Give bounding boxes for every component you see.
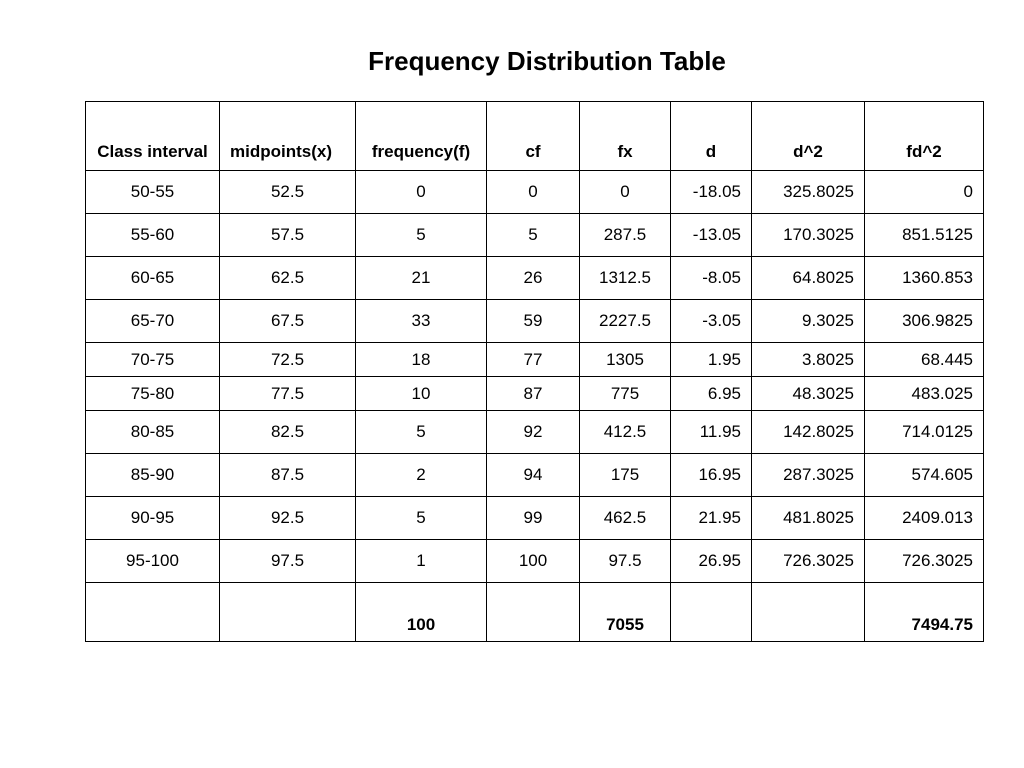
cell-cf: 100 bbox=[487, 540, 580, 583]
cell-midpoint: 72.5 bbox=[220, 343, 356, 377]
cell-class-interval: 60-65 bbox=[86, 257, 220, 300]
cell-fx: 175 bbox=[580, 454, 671, 497]
cell-frequency: 5 bbox=[356, 411, 487, 454]
cell-d2: 325.8025 bbox=[752, 171, 865, 214]
cell-frequency: 1 bbox=[356, 540, 487, 583]
table-body bbox=[86, 171, 984, 583]
cell-midpoint: 62.5 bbox=[220, 257, 356, 300]
table-row bbox=[86, 300, 984, 343]
cell-d: -13.05 bbox=[671, 214, 752, 257]
cell-fx: 462.5 bbox=[580, 497, 671, 540]
total-empty-cell bbox=[671, 583, 752, 642]
cell-d2: 64.8025 bbox=[752, 257, 865, 300]
cell-midpoint: 67.5 bbox=[220, 300, 356, 343]
cell-d: 16.95 bbox=[671, 454, 752, 497]
cell-d2: 9.3025 bbox=[752, 300, 865, 343]
cell-class-interval: 75-80 bbox=[86, 377, 220, 411]
table-row bbox=[86, 171, 984, 214]
cell-d2: 142.8025 bbox=[752, 411, 865, 454]
total-empty-cell bbox=[487, 583, 580, 642]
header-fx: fx bbox=[580, 102, 671, 171]
total-fx: 7055 bbox=[580, 583, 671, 642]
cell-fx: 287.5 bbox=[580, 214, 671, 257]
cell-fx: 2227.5 bbox=[580, 300, 671, 343]
cell-cf: 26 bbox=[487, 257, 580, 300]
cell-midpoint: 87.5 bbox=[220, 454, 356, 497]
cell-cf: 94 bbox=[487, 454, 580, 497]
cell-fx: 97.5 bbox=[580, 540, 671, 583]
table-row bbox=[86, 454, 984, 497]
cell-d: 26.95 bbox=[671, 540, 752, 583]
cell-d: -8.05 bbox=[671, 257, 752, 300]
total-frequency: 100 bbox=[356, 583, 487, 642]
header-cf: cf bbox=[487, 102, 580, 171]
header-d2: d^2 bbox=[752, 102, 865, 171]
cell-class-interval: 95-100 bbox=[86, 540, 220, 583]
cell-midpoint: 92.5 bbox=[220, 497, 356, 540]
table-row bbox=[86, 540, 984, 583]
cell-fd2: 483.025 bbox=[865, 377, 984, 411]
cell-d: 6.95 bbox=[671, 377, 752, 411]
cell-midpoint: 52.5 bbox=[220, 171, 356, 214]
header-frequency: frequency(f) bbox=[356, 102, 487, 171]
cell-fd2: 2409.013 bbox=[865, 497, 984, 540]
frequency-table bbox=[85, 101, 984, 642]
table-header-row bbox=[86, 102, 984, 171]
cell-d: 11.95 bbox=[671, 411, 752, 454]
cell-class-interval: 80-85 bbox=[86, 411, 220, 454]
cell-fx: 775 bbox=[580, 377, 671, 411]
cell-cf: 92 bbox=[487, 411, 580, 454]
cell-fd2: 714.0125 bbox=[865, 411, 984, 454]
cell-class-interval: 65-70 bbox=[86, 300, 220, 343]
cell-midpoint: 82.5 bbox=[220, 411, 356, 454]
cell-cf: 59 bbox=[487, 300, 580, 343]
cell-class-interval: 90-95 bbox=[86, 497, 220, 540]
cell-d: -3.05 bbox=[671, 300, 752, 343]
cell-fx: 0 bbox=[580, 171, 671, 214]
cell-fd2: 306.9825 bbox=[865, 300, 984, 343]
table-row bbox=[86, 257, 984, 300]
page-title: Frequency Distribution Table bbox=[368, 46, 726, 76]
cell-frequency: 10 bbox=[356, 377, 487, 411]
cell-d2: 48.3025 bbox=[752, 377, 865, 411]
cell-frequency: 33 bbox=[356, 300, 487, 343]
total-empty-cell bbox=[752, 583, 865, 642]
total-fd2: 7494.75 bbox=[865, 583, 984, 642]
cell-cf: 0 bbox=[487, 171, 580, 214]
cell-class-interval: 85-90 bbox=[86, 454, 220, 497]
table-row bbox=[86, 411, 984, 454]
cell-class-interval: 50-55 bbox=[86, 171, 220, 214]
cell-frequency: 5 bbox=[356, 214, 487, 257]
cell-fd2: 68.445 bbox=[865, 343, 984, 377]
cell-d: 21.95 bbox=[671, 497, 752, 540]
header-class-interval: Class interval bbox=[86, 102, 220, 171]
table-row bbox=[86, 377, 984, 411]
cell-fd2: 1360.853 bbox=[865, 257, 984, 300]
table-row bbox=[86, 343, 984, 377]
cell-fx: 412.5 bbox=[580, 411, 671, 454]
header-midpoints: midpoints(x) bbox=[220, 102, 356, 171]
cell-fx: 1312.5 bbox=[580, 257, 671, 300]
cell-cf: 5 bbox=[487, 214, 580, 257]
table-row bbox=[86, 214, 984, 257]
header-fd2: fd^2 bbox=[865, 102, 984, 171]
cell-cf: 77 bbox=[487, 343, 580, 377]
cell-frequency: 18 bbox=[356, 343, 487, 377]
cell-fx: 1305 bbox=[580, 343, 671, 377]
cell-frequency: 0 bbox=[356, 171, 487, 214]
cell-frequency: 2 bbox=[356, 454, 487, 497]
cell-fd2: 851.5125 bbox=[865, 214, 984, 257]
cell-d2: 726.3025 bbox=[752, 540, 865, 583]
cell-midpoint: 77.5 bbox=[220, 377, 356, 411]
cell-cf: 99 bbox=[487, 497, 580, 540]
cell-midpoint: 97.5 bbox=[220, 540, 356, 583]
cell-frequency: 5 bbox=[356, 497, 487, 540]
cell-class-interval: 70-75 bbox=[86, 343, 220, 377]
cell-class-interval: 55-60 bbox=[86, 214, 220, 257]
cell-frequency: 21 bbox=[356, 257, 487, 300]
cell-midpoint: 57.5 bbox=[220, 214, 356, 257]
total-empty-cell bbox=[86, 583, 220, 642]
cell-d2: 170.3025 bbox=[752, 214, 865, 257]
cell-d2: 287.3025 bbox=[752, 454, 865, 497]
cell-d: 1.95 bbox=[671, 343, 752, 377]
cell-fd2: 0 bbox=[865, 171, 984, 214]
totals-row bbox=[86, 583, 984, 642]
cell-fd2: 574.605 bbox=[865, 454, 984, 497]
header-d: d bbox=[671, 102, 752, 171]
cell-cf: 87 bbox=[487, 377, 580, 411]
cell-d2: 481.8025 bbox=[752, 497, 865, 540]
cell-fd2: 726.3025 bbox=[865, 540, 984, 583]
table-row bbox=[86, 497, 984, 540]
cell-d2: 3.8025 bbox=[752, 343, 865, 377]
total-empty-cell bbox=[220, 583, 356, 642]
cell-d: -18.05 bbox=[671, 171, 752, 214]
